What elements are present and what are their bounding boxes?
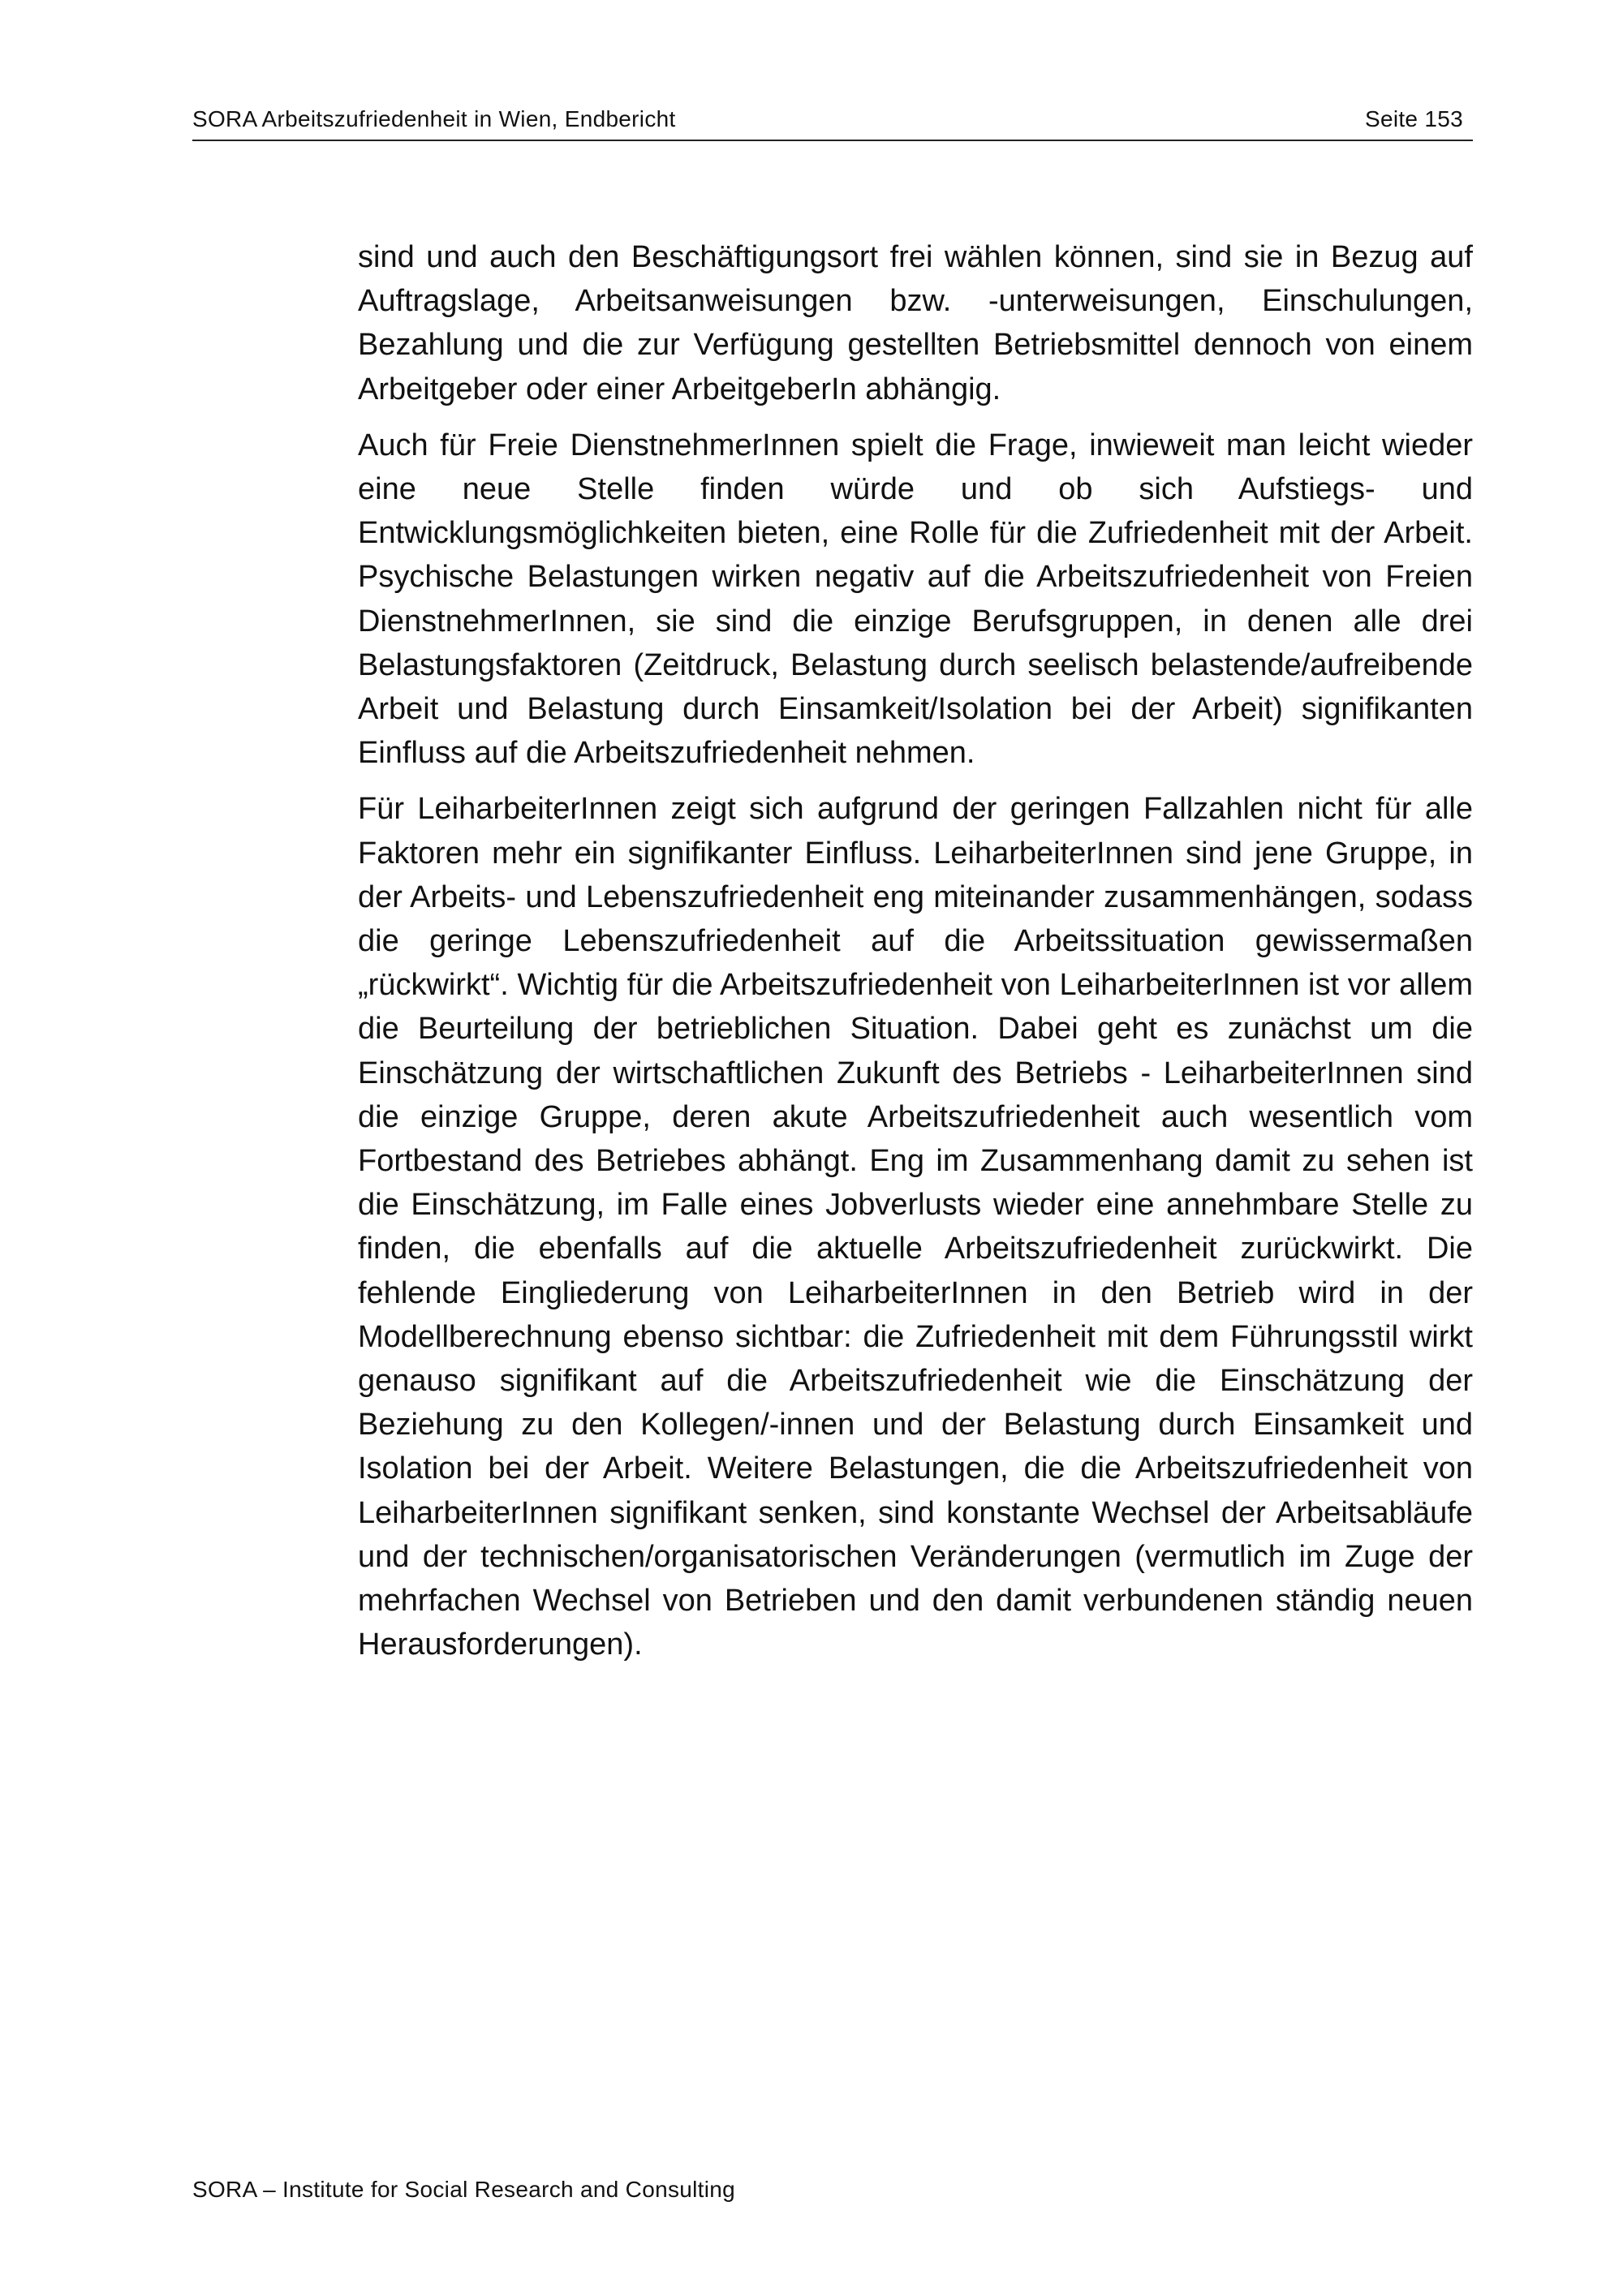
paragraph: Auch für Freie DienstnehmerInnen spielt die Frage, inwieweit man leicht wieder eine neue Stelle finden würde und ob sich Aufstiegs- und Entwicklungsmöglichkeiten bieten, eine Rolle für die Zufriedenheit mit der Arbeit. Psychische Belastungen wirken negativ auf die Arbeitszufriedenheit von Freien DienstnehmerInnen, sie sind die einzige Berufsgruppen, in denen alle drei Belastungsfaktoren (Zeitdruck, Belastung durch seelisch belastende/aufreibende Arbeit und Belastung durch Einsamkeit/Isolation bei der Arbeit) signifikanten Einfluss auf die Arbeitszufriedenheit nehmen. [358,428,1473,771]
main-text [358,235,1473,1679]
paragraph: sind und auch den Beschäftigungsort frei wählen können, sind sie in Bezug auf Auftragslage, Arbeitsanweisungen bzw. -unterweisungen, Einschulungen, Bezahlung und die zur Verfügung gestellten Betriebsmittel dennoch von einem Arbeitgeber oder einer ArbeitgeberIn abhängig. [358,240,1473,406]
page-footer: SORA – Institute for Social Research and Consulting [192,2177,735,2202]
page-header [192,104,1473,141]
paragraph: Für LeiharbeiterInnen zeigt sich aufgrund der geringen Fallzahlen nicht für alle Faktoren mehr ein signifikanter Einfluss. LeiharbeiterInnen sind jene Gruppe, in der Arbeits- und Lebenszufriedenheit eng miteinander zusammenhängen, sodass die geringe Lebenszufriedenheit auf die Arbeitssituation gewissermaßen „rückwirkt“. Wichtig für die Arbeitszufriedenheit von LeiharbeiterInnen ist vor allem die Beurteilung der betrieblichen Situation. Dabei geht es zunächst um die Einschätzung der wirtschaftlichen Zukunft des Betriebs - LeiharbeiterInnen sind die einzige Gruppe, deren akute Arbeitszufriedenheit auch wesentlich vom Fortbestand des Betriebes abhängt. Eng im Zusammenhang damit zu sehen ist die Einschätzung, im Falle eines Jobverlusts wieder eine annehmbare Stelle zu finden, die ebenfalls auf die aktuelle Arbeitszufriedenheit zurückwirkt. Die fehlende Eingliederung von LeiharbeiterInnen in den Betrieb wird in der Modellberechnung ebenso sichtbar: die Zufriedenheit mit dem Führungsstil wirkt genauso signifikant auf die Arbeitszufriedenheit wie die Einschätzung der Beziehung zu den Kollegen/-innen und der Belastung durch Einsamkeit und Isolation bei der Arbeit. Weitere Belastungen, die die Arbeitszufriedenheit von LeiharbeiterInnen signifikant senken, sind konstante Wechsel der Arbeitsabläufe und der technischen/organisatorischen Veränderungen (vermutlich im Zuge der mehrfachen Wechsel von Betrieben und den damit verbundenen ständig neuen Herausforderungen). [358,792,1473,1662]
page-number: Seite 153 [1364,106,1463,131]
report-title: SORA Arbeitszufriedenheit in Wien, Endbericht [192,106,676,131]
